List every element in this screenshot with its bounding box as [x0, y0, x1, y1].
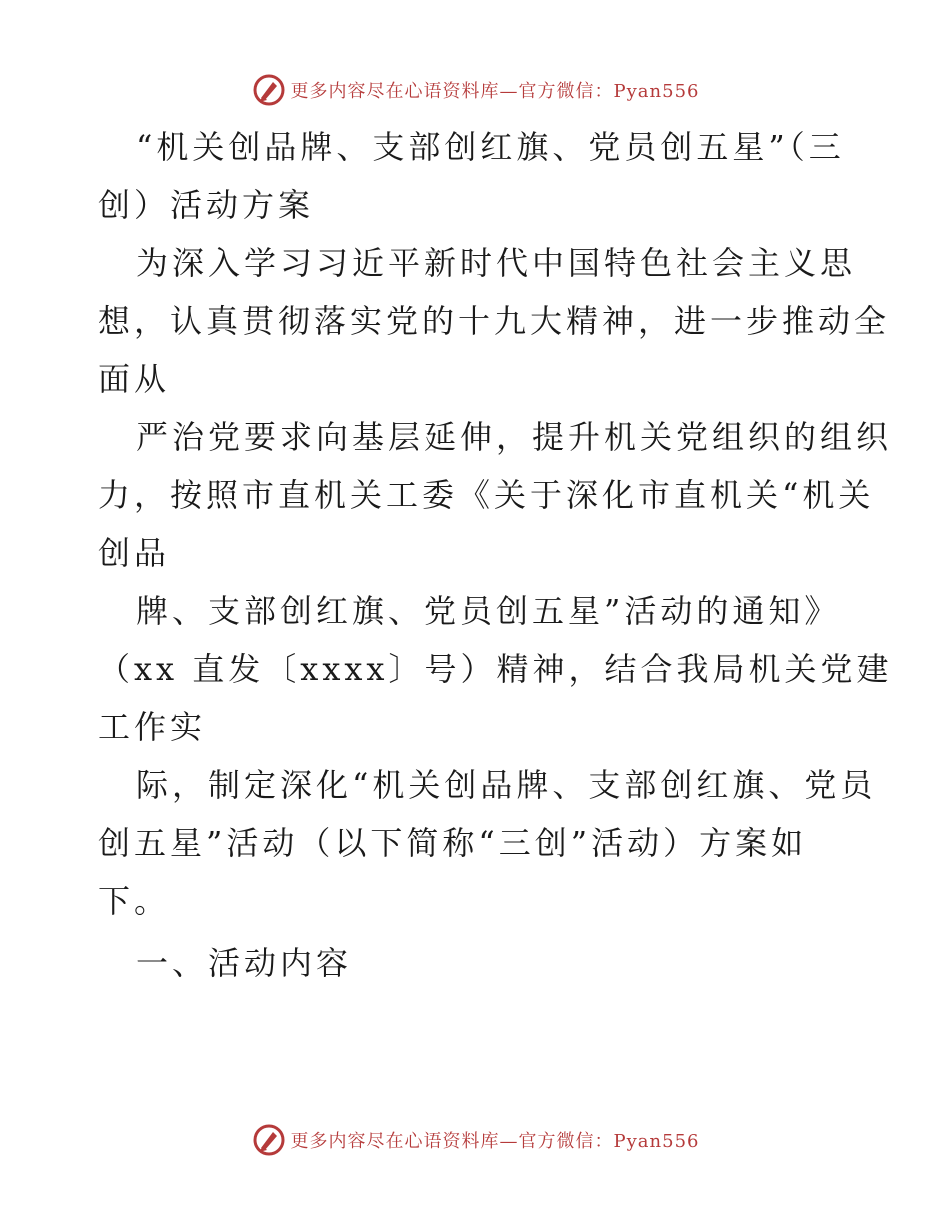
doc-line: 际，制定深化“机关创品牌、支部创红旗、党员 [136, 766, 877, 804]
section-heading: 一、活动内容 [136, 944, 353, 982]
doc-line: 创）活动方案 [98, 186, 315, 224]
doc-line: 工作实 [98, 708, 207, 746]
doc-line: 面从 [98, 360, 171, 398]
doc-line: 创五星”活动（以下简称“三创”活动）方案如 [98, 824, 808, 862]
footer-watermark-text: 更多内容尽在心语资料库—官方微信：Pyan556 [290, 1131, 700, 1152]
doc-line: 力，按照市直机关工委《关于深化市直机关“机关 [98, 476, 875, 514]
header-watermark-text: 更多内容尽在心语资料库—官方微信：Pyan556 [290, 81, 700, 102]
doc-line: 严治党要求向基层延伸，提升机关党组织的组织 [136, 418, 893, 456]
doc-line: 想，认真贯彻落实党的十九大精神，进一步推动全 [98, 302, 891, 340]
doc-line: 为深入学习习近平新时代中国特色社会主义思 [136, 244, 857, 282]
footer-watermark-banner [0, 1120, 950, 1160]
document-body [98, 118, 893, 992]
doc-line: “机关创品牌、支部创红旗、党员创五星”（三 [136, 128, 845, 166]
doc-line: 创品 [98, 534, 171, 572]
doc-line: （xx 直发〔xxxx〕号）精神，结合我局机关党建 [98, 650, 893, 688]
header-watermark-banner [0, 70, 950, 110]
doc-line: 下。 [98, 882, 171, 920]
pen-nib-logo-icon [251, 1122, 287, 1158]
pen-nib-logo-icon [251, 72, 287, 108]
doc-line: 牌、支部创红旗、党员创五星”活动的通知》 [136, 592, 841, 630]
